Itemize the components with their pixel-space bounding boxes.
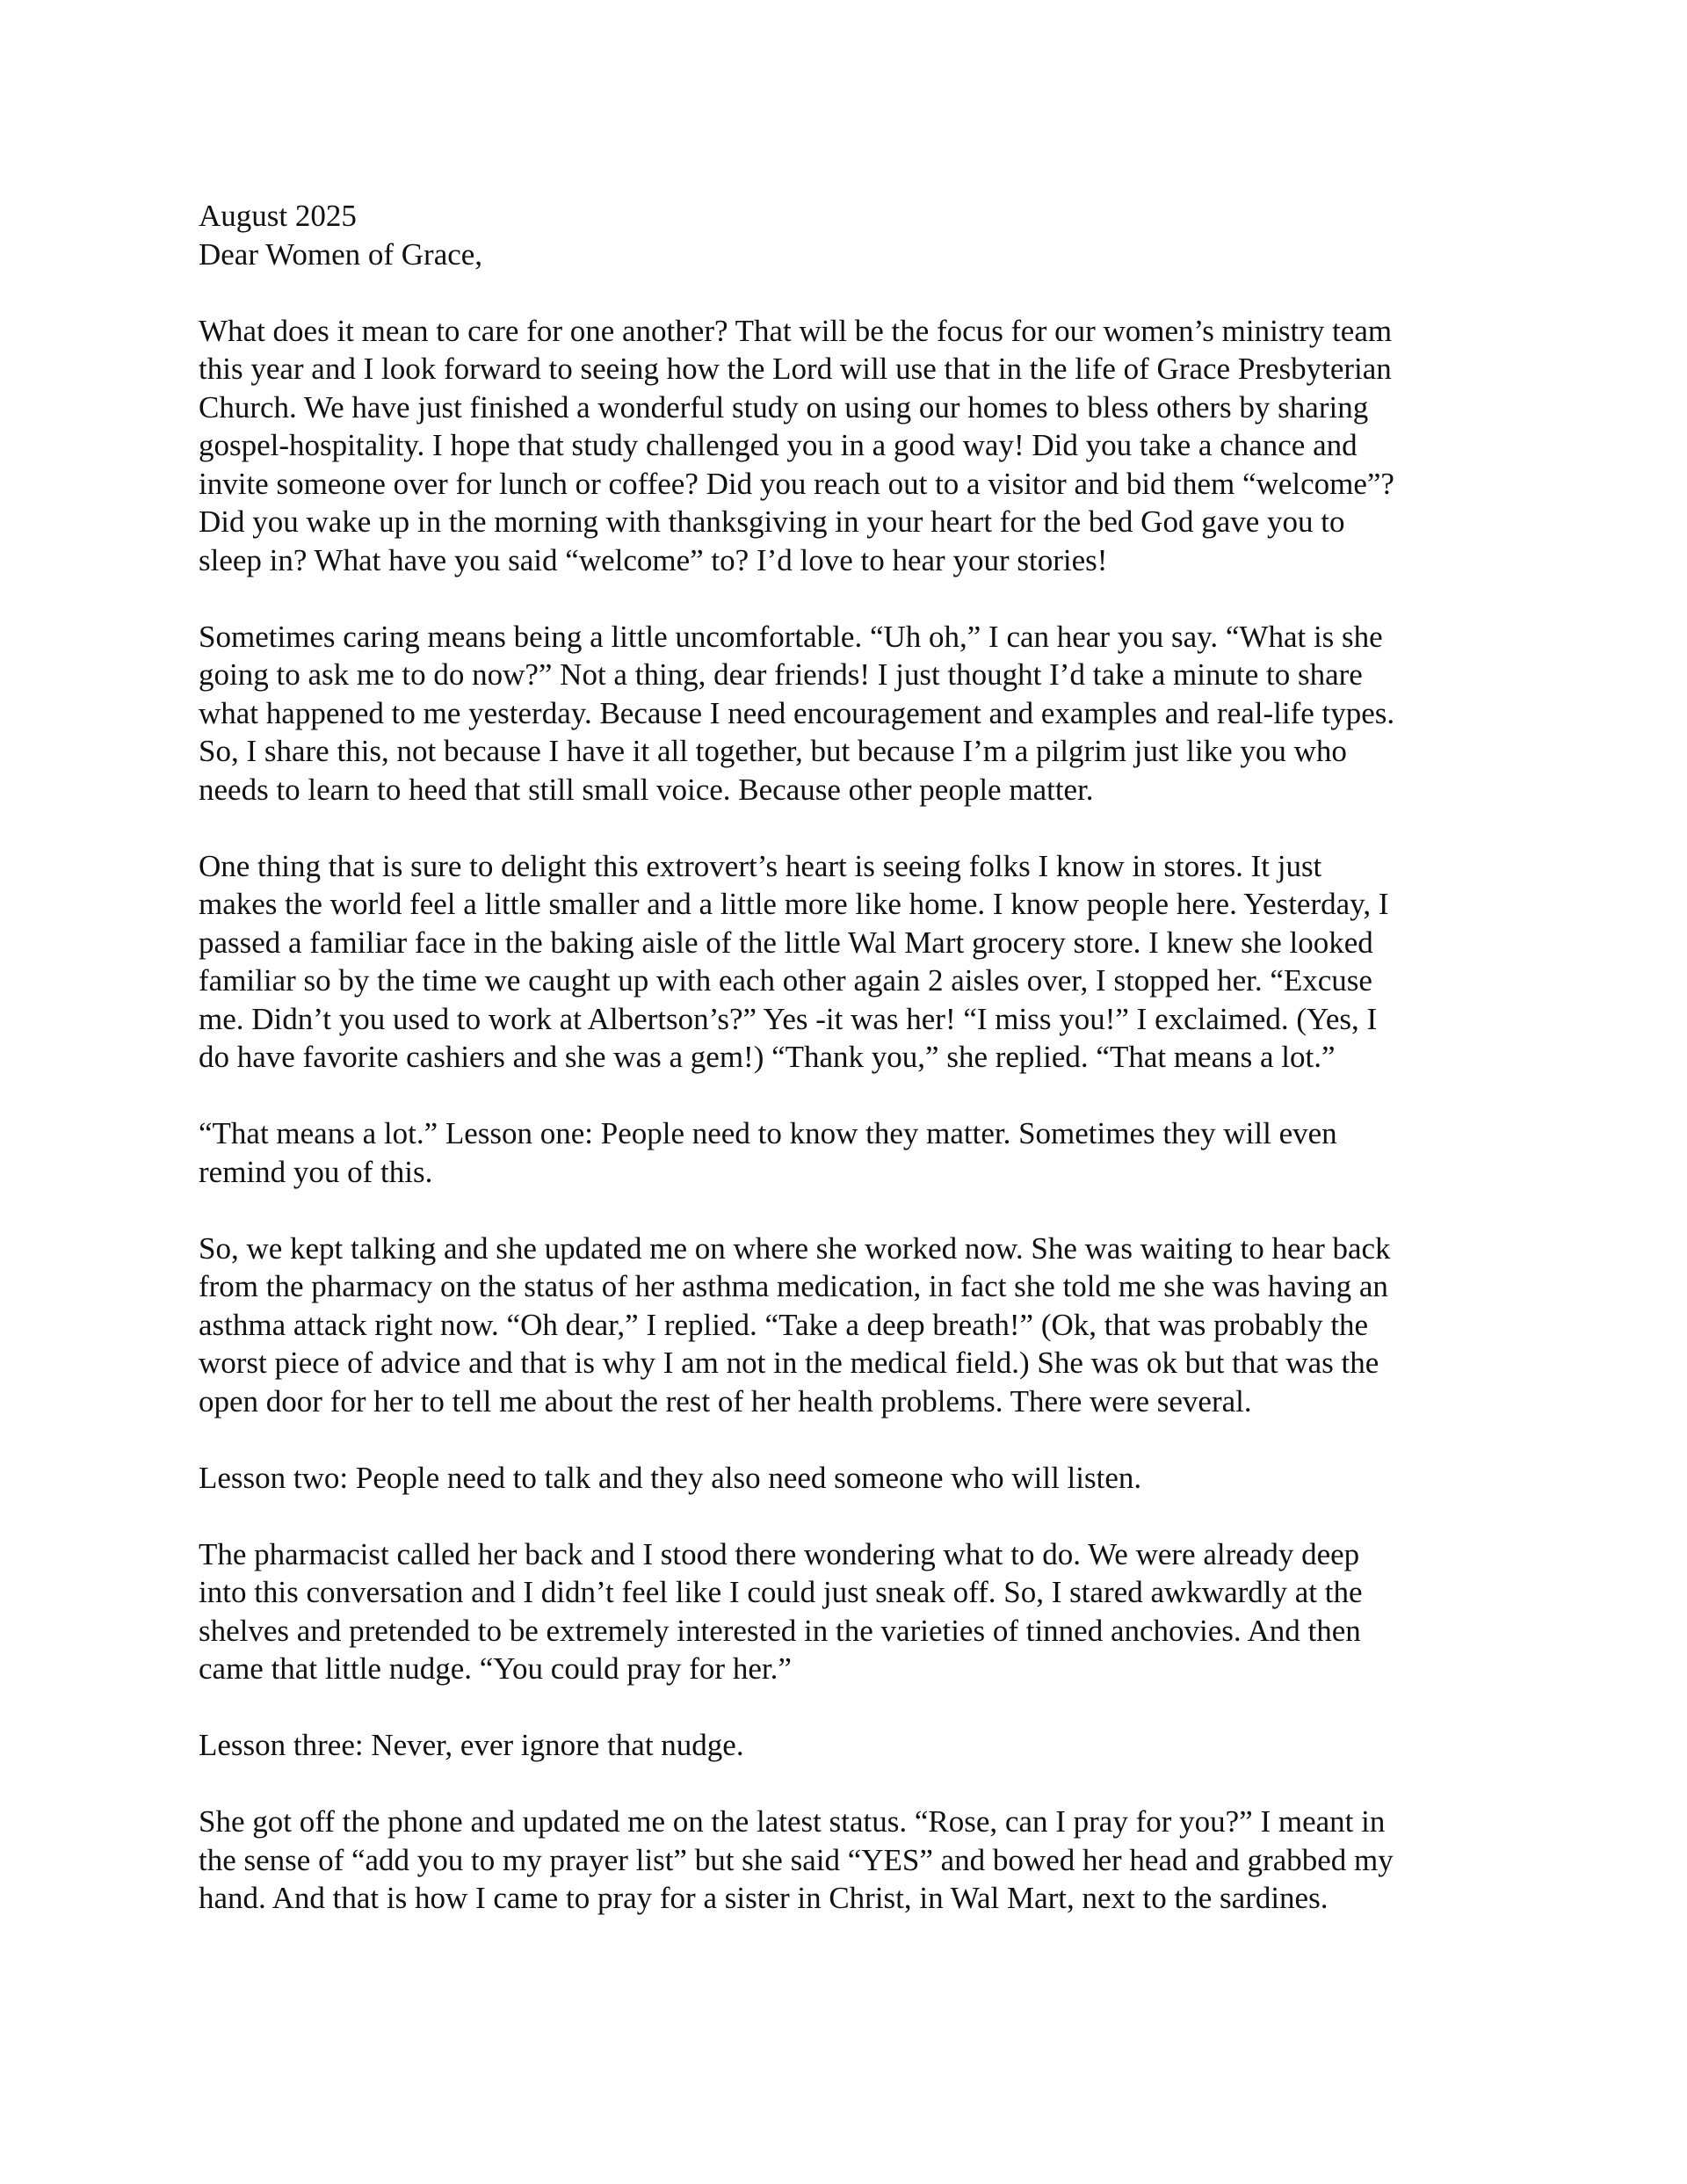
paragraph-line: the sense of “add you to my prayer list” but she said “YES” and bowed her head and grabbed my: [199, 1842, 1394, 1877]
letter-body: [199, 273, 1508, 1918]
letter-salutation: Dear Women of Grace,: [199, 236, 483, 272]
paragraph-gap: [199, 1420, 1508, 1459]
paragraph-line: worst piece of advice and that is why I am not in the medical field.) She was ok but that was the: [199, 1346, 1379, 1380]
paragraph: [199, 1535, 1508, 1688]
paragraph-line: going to ask me to do now?” Not a thing, dear friends! I just thought I’d take a minute to share: [199, 657, 1363, 692]
paragraph-line: Did you wake up in the morning with thanksgiving in your heart for the bed God gave you to: [199, 504, 1345, 539]
paragraph-line: “That means a lot.” Lesson one: People need to know they matter. Sometimes they will even: [199, 1116, 1337, 1150]
paragraph-gap: [199, 1497, 1508, 1535]
paragraph: [199, 847, 1508, 1077]
paragraph-line: remind you of this.: [199, 1154, 433, 1189]
paragraph-line: do have favorite cashiers and she was a gem!) “Thank you,” she replied. “That means a lot.”: [199, 1040, 1336, 1074]
paragraph-gap: [199, 1688, 1508, 1727]
paragraph-line: asthma attack right now. “Oh dear,” I replied. “Take a deep breath!” (Ok, that was probably the: [199, 1307, 1369, 1342]
paragraph-line: from the pharmacy on the status of her asthma medication, in fact she told me she was having an: [199, 1269, 1388, 1303]
paragraph-gap: [199, 1191, 1508, 1230]
paragraph-line: shelves and pretended to be extremely interested in the varieties of tinned anchovies. And then: [199, 1613, 1361, 1648]
paragraph-line: what happened to me yesterday. Because I need encouragement and examples and real-life types.: [199, 695, 1395, 730]
paragraph-line: Lesson two: People need to talk and they also need someone who will listen.: [199, 1460, 1142, 1495]
paragraph-line: came that little nudge. “You could pray for her.”: [199, 1651, 792, 1686]
paragraph-line: The pharmacist called her back and I stood there wondering what to do. We were already deep: [199, 1536, 1360, 1571]
paragraph-line: gospel-hospitality. I hope that study challenged you in a good way! Did you take a chance and: [199, 428, 1358, 462]
paragraph-line: What does it mean to care for one another? That will be the focus for our women’s ministry team: [199, 313, 1393, 348]
paragraph-line: this year and I look forward to seeing how the Lord will use that in the life of Grace Presbyterian: [199, 352, 1392, 386]
paragraph-line: open door for her to tell me about the rest of her health problems. There were several.: [199, 1383, 1252, 1419]
paragraph-line: Lesson three: Never, ever ignore that nudge.: [199, 1728, 744, 1762]
paragraph: [199, 1114, 1508, 1191]
paragraph-gap: [199, 1765, 1508, 1803]
paragraph-line: Church. We have just finished a wonderful study on using our homes to bless others by sharing: [199, 389, 1369, 424]
paragraph: [199, 312, 1508, 580]
paragraph-line: me. Didn’t you used to work at Albertson’s?” Yes -it was her! “I miss you!” I exclaimed. (Yes, I: [199, 1001, 1378, 1036]
paragraph-gap: [199, 579, 1508, 618]
paragraph: [199, 1803, 1508, 1918]
letter-date: August 2025: [199, 199, 357, 233]
letter: [199, 197, 1508, 1918]
paragraph: [199, 1726, 1508, 1765]
paragraph-gap: [199, 1077, 1508, 1115]
paragraph-line: needs to learn to heed that still small voice. Because other people matter.: [199, 772, 1094, 807]
paragraph-line: hand. And that is how I came to pray for a sister in Christ, in Wal Mart, next to the sardines.: [199, 1881, 1329, 1915]
paragraph-line: sleep in? What have you said “welcome” to? I’d love to hear your stories!: [199, 542, 1108, 577]
paragraph: [199, 1230, 1508, 1421]
paragraph-gap: [199, 273, 1508, 312]
paragraph-line: So, we kept talking and she updated me on where she worked now. She was waiting to hear back: [199, 1230, 1391, 1266]
paragraph-line: into this conversation and I didn’t feel like I could just sneak off. So, I stared awkwardly at the: [199, 1575, 1363, 1609]
paragraph-line: She got off the phone and updated me on the latest status. “Rose, can I pray for you?” I meant in: [199, 1804, 1386, 1839]
paragraph: [199, 1459, 1508, 1498]
paragraph-line: passed a familiar face in the baking aisle of the little Wal Mart grocery store. I knew she looked: [199, 925, 1373, 960]
paragraph: [199, 618, 1508, 809]
paragraph-line: So, I share this, not because I have it all together, but because I’m a pilgrim just like you who: [199, 734, 1347, 768]
paragraph-line: One thing that is sure to delight this extrovert’s heart is seeing folks I know in stores. It just: [199, 848, 1322, 883]
paragraph-line: Sometimes caring means being a little uncomfortable. “Uh oh,” I can hear you say. “What is she: [199, 619, 1383, 654]
paragraph-line: makes the world feel a little smaller and a little more like home. I know people here. Yesterday, I: [199, 887, 1389, 921]
paragraph-line: familiar so by the time we caught up with each other again 2 aisles over, I stopped her. “Excuse: [199, 963, 1372, 998]
paragraph-line: invite someone over for lunch or coffee? Did you reach out to a visitor and bid them “welcome”?: [199, 466, 1394, 501]
paragraph-gap: [199, 809, 1508, 847]
